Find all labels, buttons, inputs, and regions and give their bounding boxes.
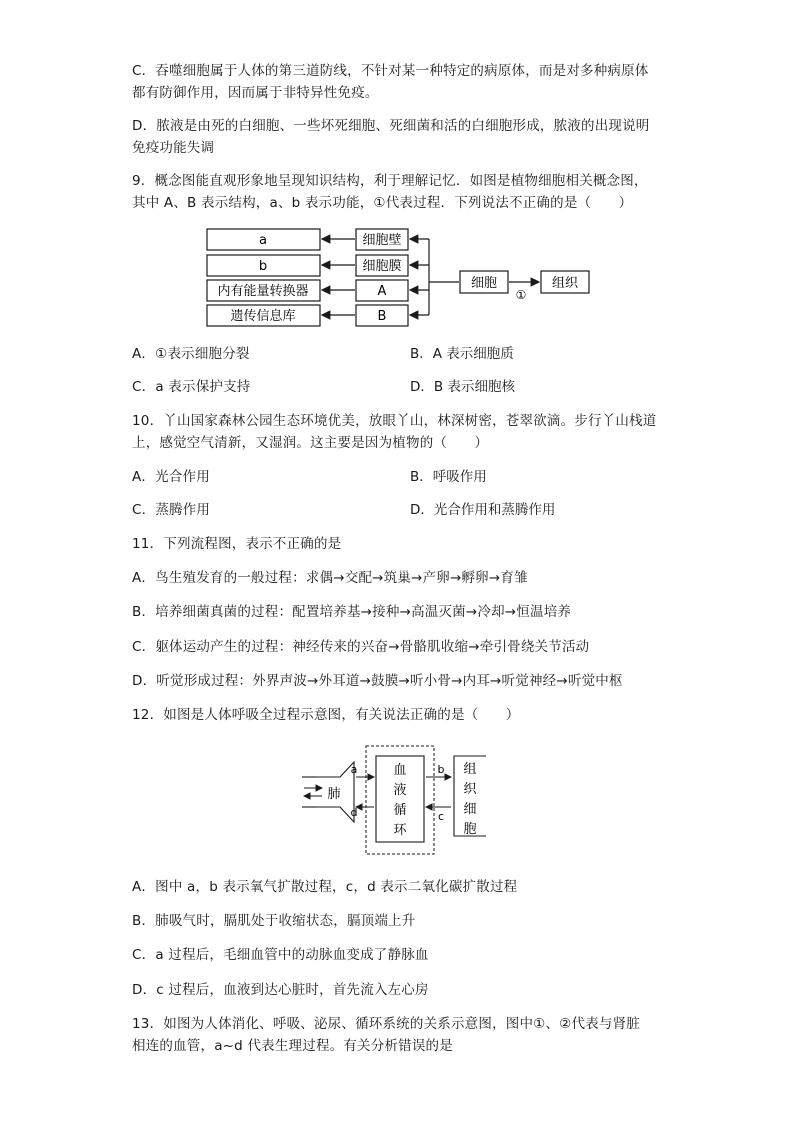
q10-stem-line2: 上，感觉空气清新，又湿润。这主要是因为植物的（ ）: [132, 435, 489, 451]
q8-option-c-line2: 都有防御作用，因而属于非特异性免疫。: [132, 85, 379, 101]
q12-lung: [302, 762, 354, 822]
q12-tissue-char-4: 胞: [463, 822, 477, 837]
q9-tissue-label: 组织: [551, 276, 579, 291]
q9-left-box-energy-label: 内有能量转换器: [217, 284, 309, 299]
q10-stem-line1: 10．丫山国家森林公园生态环境优美，放眼丫山，林深树密，苍翠欲滴。步行丫山栈道: [132, 413, 657, 429]
q9-tissue-box: [541, 271, 589, 293]
q9-cell-label: 细胞: [470, 276, 498, 291]
q12-blood-char-2: 液: [393, 783, 407, 798]
q12-blood-char-3: 循: [393, 803, 407, 818]
q9-mid-box-cell-membrane-label: 细胞膜: [362, 259, 402, 274]
q12-respiration-diagram: [298, 740, 498, 860]
q13-stem-line2: 相连的血管，a~d 代表生理过程。有关分析错误的是: [132, 1038, 453, 1054]
q9-stem-line1: 9．概念图能直观形象地呈现知识结构，利于理解记忆．如图是植物细胞相关概念图，: [132, 173, 648, 189]
q12-option-c: C．a 过程后，毛细血管中的动脉血变成了静脉血: [132, 947, 429, 963]
q9-cell-box: [460, 271, 508, 293]
q9-left-box-genetic-label: 遗传信息库: [230, 309, 296, 324]
q11-option-b: B．培养细菌真菌的过程：配置培养基→接种→高温灭菌→冷却→恒温培养: [132, 604, 572, 620]
q10-option-d: D．光合作用和蒸腾作用: [410, 502, 556, 518]
q9-mid-box-cell-wall: [356, 229, 408, 250]
q12-option-a: A．图中 a，b 表示氧气扩散过程，c，d 表示二氧化碳扩散过程: [132, 879, 518, 895]
q10-option-b: B．呼吸作用: [410, 469, 487, 485]
q11-option-d: D．听觉形成过程：外界声波→外耳道→鼓膜→听小骨→内耳→听觉神经→听觉中枢: [132, 673, 623, 689]
q12-option-d: D．c 过程后，血液到达心脏时，首先流入左心房: [132, 982, 429, 998]
q12-label-d: d: [350, 806, 358, 819]
q12-blood-char-1: 血: [393, 763, 407, 778]
q9-mid-box-cell-wall-label: 细胞壁: [362, 233, 402, 248]
q11-stem: 11．下列流程图，表示不正确的是: [132, 536, 342, 552]
q11-option-a: A．鸟生殖发育的一般过程：求偶→交配→筑巢→产卵→孵卵→育雏: [132, 570, 528, 586]
q9-option-a: A．①表示细胞分裂: [132, 346, 250, 362]
q9-left-box-b: [207, 255, 320, 276]
q9-concept-diagram: [200, 222, 600, 332]
q8-option-d-line2: 免疫功能失调: [132, 140, 215, 156]
q12-tissue-char-1: 组: [463, 762, 477, 777]
q10-option-a: A．光合作用: [132, 469, 210, 485]
q10-option-c: C．蒸腾作用: [132, 502, 211, 518]
q9-process-label: ①: [515, 288, 527, 302]
q12-tissue-char-3: 细: [463, 802, 477, 817]
q9-mid-box-cell-membrane: [356, 255, 408, 276]
q9-left-box-b-label: b: [258, 259, 268, 274]
q9-left-box-a-label: a: [259, 233, 267, 248]
q9-mid-box-A: [356, 280, 408, 301]
q9-option-b: B．A 表示细胞质: [410, 346, 514, 362]
q9-mid-box-B: [356, 305, 408, 326]
q12-option-b: B．肺吸气时，膈肌处于收缩状态，膈顶端上升: [132, 913, 416, 929]
q9-option-c: C．a 表示保护支持: [132, 379, 251, 395]
q9-mid-box-B-label: B: [377, 309, 387, 324]
q9-left-box-genetic: [207, 305, 320, 326]
q9-option-d: D．B 表示细胞核: [410, 379, 515, 395]
q12-label-a: a: [350, 763, 358, 776]
q9-left-box-a: [207, 229, 320, 250]
q8-option-c-line1: C．吞噬细胞属于人体的第三道防线，不针对某一种特定的病原体，而是对多种病原体: [132, 63, 649, 79]
q12-tissue-cells: [454, 756, 486, 837]
q12-blood-circulation-box: [376, 756, 424, 842]
q8-option-d-line1: D．脓液是由死的白细胞、一些坏死细胞、死细菌和活的白细胞形成，脓液的出现说明: [132, 118, 650, 134]
q11-option-c: C．躯体运动产生的过程：神经传来的兴奋→骨骼肌收缩→牵引骨绕关节活动: [132, 639, 590, 655]
q12-tissue-char-2: 织: [463, 782, 477, 797]
q13-stem-line1: 13．如图为人体消化、呼吸、泌尿、循环系统的关系示意图，图中①、②代表与肾脏: [132, 1016, 640, 1032]
q12-label-b: b: [437, 763, 445, 776]
q9-left-box-energy: [207, 280, 320, 301]
q12-label-c: c: [437, 810, 445, 823]
q12-blood-char-4: 环: [393, 823, 407, 838]
q9-mid-box-A-label: A: [377, 284, 387, 299]
q9-stem-line2: 其中 A、B 表示结构，a、b 表示功能，①代表过程．下列说法不正确的是（ ）: [132, 195, 633, 211]
q12-stem: 12．如图是人体呼吸全过程示意图，有关说法正确的是（ ）: [132, 707, 520, 723]
q12-lung-label: 肺: [327, 787, 341, 802]
